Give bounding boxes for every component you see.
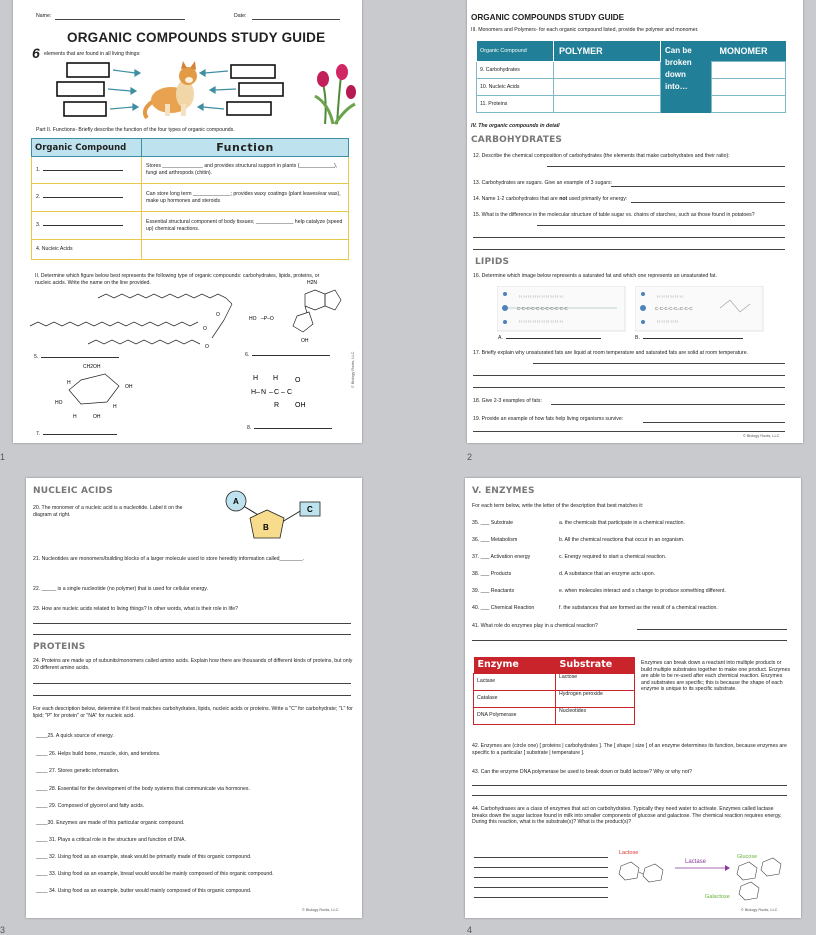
svg-text:C: C: [287, 389, 293, 396]
copyright: © Biology Roots, LLC: [302, 908, 339, 912]
row-4-function[interactable]: [142, 240, 349, 260]
fig-label-8[interactable]: 8.: [247, 425, 332, 432]
q41-text: 41. What role do enzymes play in a chemical reaction?: [472, 623, 598, 629]
enzyme-table: [473, 657, 635, 725]
polymer-cell-11[interactable]: [554, 96, 661, 113]
substrate-nucleotides: Nucleotides: [556, 707, 635, 724]
item-32[interactable]: ____ 32. Using food as an example, steak would be primarily made of this organic compound.: [36, 854, 252, 860]
desc-f: f. the substances that are formed as the result of a chemical reaction.: [559, 605, 718, 611]
item-25[interactable]: ____25. A quick source of energy.: [36, 733, 114, 739]
term-40[interactable]: 40. ___ Chemical Reaction: [472, 605, 535, 611]
substrate-hydrogen-peroxide: Hydrogen peroxide: [556, 690, 635, 707]
q22-text: 22. _____ is a single nucleotide (no polymer) that is used for cellular energy.: [33, 586, 208, 592]
page-title: ORGANIC COMPOUNDS STUDY GUIDE: [67, 30, 326, 45]
header-organic-compound: Organic Compound: [477, 41, 554, 62]
page-4: [465, 478, 801, 918]
svg-text:HO: HO: [55, 400, 63, 406]
monomer-cell-11[interactable]: [712, 96, 786, 113]
desc-a: a. the chemicals that participate in a chemical reaction.: [559, 520, 686, 526]
term-37[interactable]: 37. ___ Activation energy: [472, 554, 531, 560]
nucleotide-diagram: [222, 488, 327, 550]
fat-image-a: [497, 286, 627, 332]
svg-text:H2N: H2N: [307, 280, 318, 286]
svg-text:Lactose: Lactose: [619, 850, 639, 856]
svg-text:–: –: [281, 389, 285, 396]
lactose-reaction-diagram: [613, 844, 793, 906]
svg-text:H–: H–: [251, 389, 260, 396]
svg-text:OH: OH: [301, 338, 309, 344]
q43-text: 43. Can the enzyme DNA polymerase be used to break down or build lactose? Why or why not?: [472, 769, 693, 775]
row-3-compound[interactable]: 3.: [32, 212, 142, 240]
item-26[interactable]: ____ 26. Helps build bone, muscle, skin, and tendons.: [36, 751, 161, 757]
enzymes-instructions: For each term below, write the letter of the description that best matches it:: [472, 503, 644, 509]
term-38[interactable]: 38. ___ Products: [472, 571, 512, 577]
six-number: 6: [32, 45, 40, 61]
svg-text:OH: OH: [295, 402, 306, 409]
svg-text:H: H: [73, 414, 77, 420]
header-polymer: POLYMER: [554, 41, 661, 62]
page-2: [467, 0, 803, 443]
svg-text:Glucose: Glucose: [737, 854, 758, 860]
svg-text:H: H: [273, 375, 279, 382]
carbohydrates-heading: CARBOHYDRATES: [471, 135, 563, 145]
svg-text:O: O: [203, 326, 207, 332]
svg-text:C-C-C-C-C-C-C-C-C-C-C: C-C-C-C-C-C-C-C-C-C-C: [517, 306, 568, 311]
instructions-text: For each description below, determine if it best matches carbohydrates, lipids, nucleic acids or proteins. Write a "C" for carbohydrate; "L" for lipid; "P" for protein" or "NA" for nucleic acid.: [33, 706, 353, 719]
row-4-compound: 4. Nucleic Acids: [32, 240, 142, 260]
part2-text: Part II. Functions- Briefly describe the function of the four types of organic compounds.: [36, 127, 235, 133]
q19-text: 19. Provide an example of how fats help living organisms survive:: [473, 416, 624, 422]
amino-acid-figure: [251, 372, 321, 412]
part3-text: III. Monomers and Polymers- for each organic compound listed, provide the polymer and monomer.: [471, 27, 699, 33]
item-28[interactable]: ____ 28. Essential for the development of the body systems that communicate via hormones.: [36, 786, 250, 792]
fat-label-b[interactable]: B.: [635, 335, 743, 342]
item-29[interactable]: ____ 29. Composed of glycerol and fatty acids.: [36, 803, 145, 809]
item-33[interactable]: ____ 33. Using food as an example, bread would would be mainly composed of this organic compound.: [36, 871, 274, 877]
svg-text:R: R: [274, 402, 280, 409]
fig-label-5[interactable]: 5.: [34, 354, 119, 361]
fig-label-7[interactable]: 7.: [36, 431, 117, 438]
term-39[interactable]: 39. ___ Reactants: [472, 588, 515, 594]
q17-text: 17. Briefly explain why unsaturated fats are liquid at room temperature and saturated fats are solid at room temperature.: [473, 350, 749, 356]
svg-text:H H H H H H H H H H: H H H H H H H H H H: [519, 319, 563, 324]
svg-text:H H H H H H H H H H: H H H H H H H H H H: [519, 294, 563, 299]
svg-text:N: N: [261, 389, 267, 396]
copyright: © Biology Roots, LLC: [743, 434, 780, 438]
desc-d: d. A substance that an enzyme acts upon.: [559, 571, 656, 577]
row-2-compound[interactable]: 2.: [32, 184, 142, 212]
term-35[interactable]: 35. ___ Substrate: [472, 520, 513, 526]
intro-text: elements that are found in all living things:: [44, 51, 141, 57]
row-1-compound[interactable]: 1.: [32, 157, 142, 184]
part4-text: IV. The organic compounds in detail: [471, 123, 560, 129]
monomer-cell-9[interactable]: [712, 62, 786, 79]
svg-text:O: O: [295, 377, 301, 384]
row-nucleic-acids: 10. Nucleic Acids: [477, 79, 554, 96]
svg-text:H H H H H: H H H H H: [657, 319, 679, 324]
page-number-1: 1: [0, 452, 6, 462]
copyright: © Biology Roots, LLC: [351, 351, 355, 388]
item-27[interactable]: ____ 27. Stores genetic information.: [36, 768, 120, 774]
fat-label-a[interactable]: A.: [498, 335, 601, 342]
svg-text:B: B: [263, 523, 269, 532]
q20-text: 20. The monomer of a nucleic acid is a nucleotide. Label it on the diagram at right.: [33, 505, 183, 518]
elements-diagram: [53, 60, 313, 122]
desc-e: e. when molecules interact and s change to produce something different.: [559, 588, 726, 594]
svg-text:H H H H H H: H H H H H H: [657, 294, 683, 299]
part2b-text: II. Determine which figure below best represents the following type of organic compounds: carbohydrates, lipids, proteins, or nucleic acids. Write the name on the line provided.: [35, 273, 320, 286]
header-broken-down: Can be broken down into…: [661, 41, 712, 113]
enzyme-dna-polymerase: DNA Polymerase: [474, 707, 556, 724]
lipids-heading: LIPIDS: [475, 257, 510, 267]
svg-text:C: C: [307, 505, 313, 514]
substrate-lactose: Lactose: [556, 673, 635, 690]
svg-text:Lactase: Lactase: [685, 859, 707, 865]
nucleotide-figure: [249, 276, 349, 346]
svg-text:CH2OH: CH2OH: [83, 364, 101, 370]
fig-label-6[interactable]: 6.: [245, 352, 330, 359]
row-proteins: 11. Proteins: [477, 96, 554, 113]
svg-text:A: A: [233, 497, 239, 506]
svg-text:C: C: [274, 389, 280, 396]
desc-c: c. Energy required to start a chemical reaction.: [559, 554, 667, 560]
page-number-4: 4: [467, 925, 473, 935]
fat-image-b: [635, 286, 765, 332]
header-enzyme: Enzyme: [477, 659, 519, 671]
nucleic-acids-heading: NUCLEIC ACIDS: [33, 486, 113, 496]
monomer-cell-10[interactable]: [712, 79, 786, 96]
polymer-cell-9[interactable]: [554, 62, 661, 79]
page-number-2: 2: [467, 452, 473, 462]
q15-text: 15. What is the difference in the molecular structure of table sugar vs. chains of starches, such as those found in potatoes?: [473, 212, 755, 218]
header-function: Function: [142, 139, 349, 157]
item-31[interactable]: ____ 31. Plays a critical role in the structure and function of DNA.: [36, 837, 186, 843]
svg-text:–P–O: –P–O: [261, 316, 274, 322]
svg-text:OH: OH: [93, 414, 101, 420]
svg-text:Galactose: Galactose: [705, 894, 730, 900]
polymer-cell-10[interactable]: [554, 79, 661, 96]
q13-text: 13. Carbohydrates are sugars. Give an example of 3 sugars:: [473, 180, 612, 186]
date-label: Date:: [234, 13, 247, 19]
page-3: [26, 478, 362, 918]
svg-text:OH: OH: [125, 384, 133, 390]
enzyme-lactase: Lactase: [474, 673, 556, 690]
svg-text:H: H: [113, 404, 117, 410]
row-2-function: Can store long term _____________; provides waxy coatings (plant leaves/ear wax), make up hormones and steroids: [142, 184, 349, 212]
page-title: ORGANIC COMPOUNDS STUDY GUIDE: [471, 13, 625, 22]
name-label: Name:: [36, 13, 52, 19]
svg-text:–: –: [269, 389, 273, 396]
q44-text: 44. Carbohydrases are a class of enzymes that act on carbohydrates. Typically they need water to activate. Enzymes called lactase breaks down the sugar lactose found in milk into smaller components of glucose and galactose. The chemical reaction requires energy. During this reaction, what is the substrate(s)? What is the product(s)?: [472, 806, 782, 826]
row-3-function: Essential structural component of body tissues; _____________ help catalyze (speed up) chemical reactions.: [142, 212, 349, 240]
svg-text:O: O: [216, 312, 220, 318]
functions-table: [31, 138, 349, 260]
desc-b: b. All the chemical reactions that occur in an organism.: [559, 537, 685, 543]
item-30[interactable]: ____30. Enzymes are made of this particular organic compound.: [36, 820, 185, 826]
row-1-function: Stores ______________ and provides structural support in plants (____________), fungi and arthropods (chitin).: [142, 157, 349, 184]
monomer-table: [476, 40, 786, 113]
header-substrate: Substrate: [559, 659, 613, 671]
row-carbohydrates: 9. Carbohydrates: [477, 62, 554, 79]
lipid-figure: [28, 286, 243, 356]
glucose-figure: [53, 360, 143, 424]
svg-text:HO: HO: [249, 316, 257, 322]
q24-text: 24. Proteins are made up of subunits/monomers called amino acids. Explain how there are thousands of different kinds of proteins, but only 20 different amino acids.: [33, 658, 353, 671]
svg-text:C-C-C-C-C=C-C-C: C-C-C-C-C=C-C-C: [655, 306, 693, 311]
enzymes-heading: V. ENZYMES: [472, 486, 535, 496]
item-34[interactable]: ____ 34. Using food as an example, butter would mainly composed of this organic compound.: [36, 888, 252, 894]
q21-text: 21. Nucleotides are monomers/building blocks of a larger molecule used to store heredity information called________.: [33, 556, 305, 562]
page-1: [13, 0, 362, 443]
svg-text:H: H: [253, 375, 259, 382]
svg-text:H: H: [67, 380, 71, 386]
cat-illustration: [145, 61, 197, 118]
q42-text: 42. Enzymes are (circle one) [ proteins | carbohydrates ]. The [ shape | size ] of an enzyme determines its function, because enzymes are specific to a particular [ substrate | temperature ].: [472, 743, 787, 756]
term-36[interactable]: 36. ___ Metabolism: [472, 537, 518, 543]
proteins-heading: PROTEINS: [33, 642, 86, 652]
header-organic-compound: Organic Compound: [32, 139, 142, 157]
svg-text:O: O: [205, 344, 209, 350]
q23-text: 23. How are nucleic acids related to living things? In other words, what is their role in life?: [33, 606, 239, 612]
header-monomer: MONOMER: [712, 41, 786, 62]
copyright: © Biology Roots, LLC: [741, 908, 778, 912]
q14-text: 14. Name 1-2 carbohydrates that are not used primarily for energy:: [473, 196, 628, 202]
q18-text: 18. Give 2-3 examples of fats:: [473, 398, 542, 404]
page-number-3: 3: [0, 925, 6, 935]
tulip-illustration: [311, 64, 359, 126]
enzyme-catalase: Catalase: [474, 690, 556, 707]
q12-text: 12. Describe the chemical composition of carbohydrates (the elements that make carbohydrates and their ratio):: [473, 153, 730, 159]
q16-text: 16. Determine which image below represents a saturated fat and which one represents an unsaturated fat.: [473, 273, 717, 279]
enzyme-note: Enzymes can break down a reactant into multiple products or build multiple substrates together to make one product. Enzymes are able to be re-used after each chemical reaction. Enzymes and substrates are specific; this is because the shape of each enzyme is unique to its specific substrate.: [641, 660, 791, 693]
